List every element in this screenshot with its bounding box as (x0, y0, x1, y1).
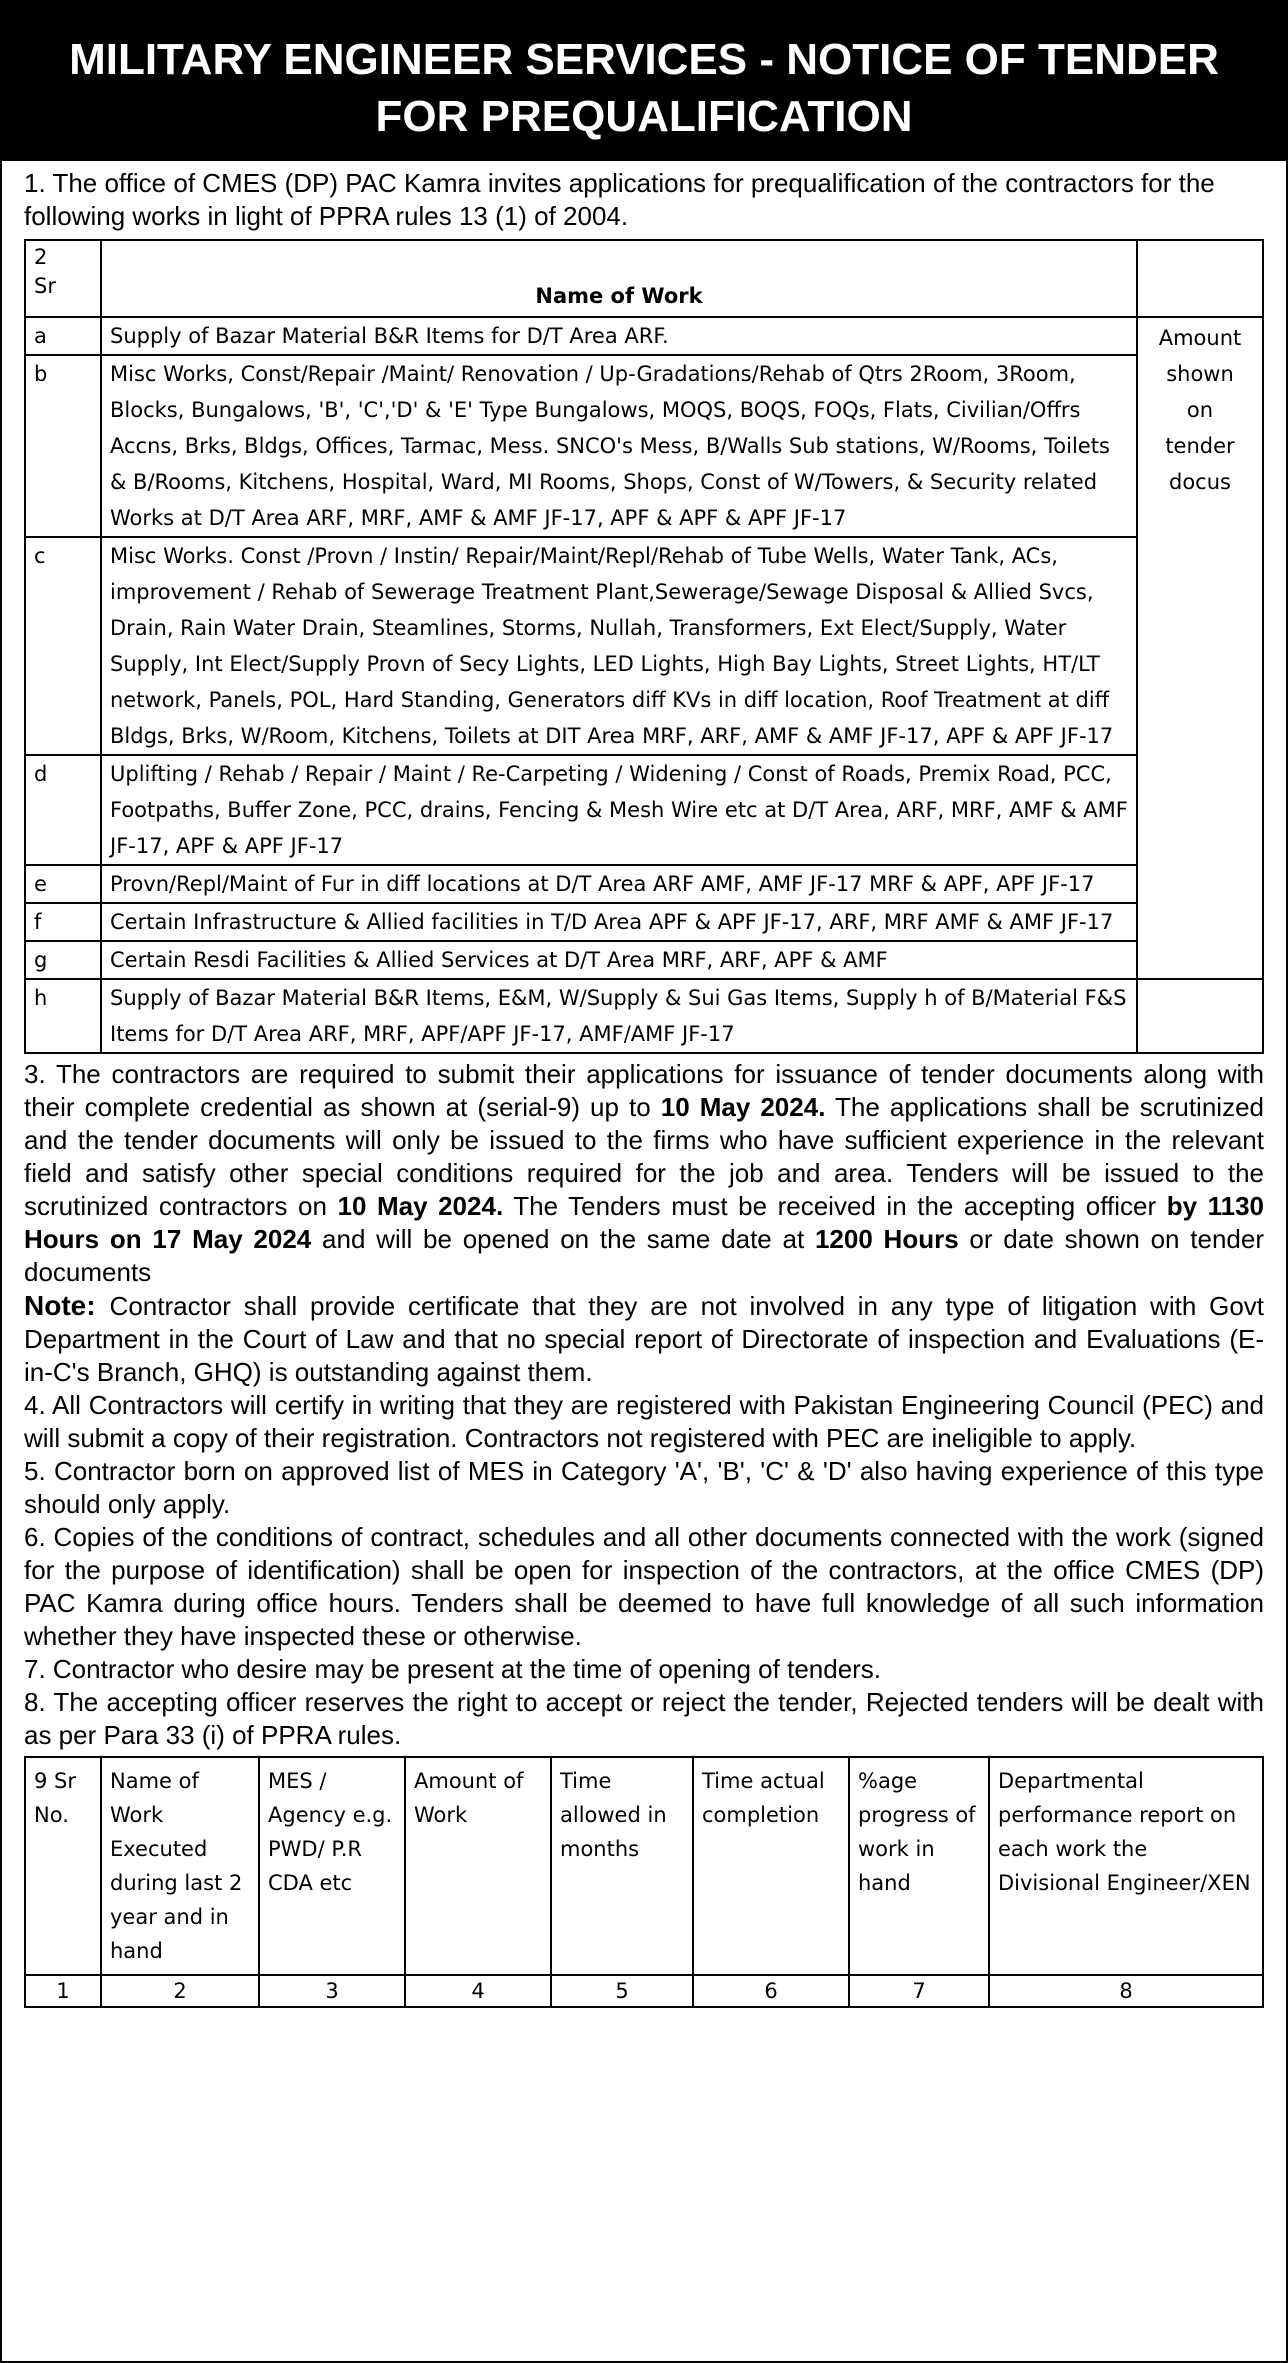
works-table-wrap (24, 239, 1264, 1054)
perf-header-progress: %age progress of work in hand (849, 1757, 989, 1975)
work-name: Provn/Repl/Maint of Fur in diff locations at D/T Area ARF AMF, AMF JF-17 MRF & APF, APF JF-17 (101, 865, 1137, 903)
perf-header-sr: 9 Sr No. (25, 1757, 101, 1975)
perf-col-number: 7 (849, 1975, 989, 2007)
perf-col-number: 6 (693, 1975, 849, 2007)
perf-col-number: 8 (989, 1975, 1263, 2007)
work-sr: f (25, 903, 101, 941)
work-name: Misc Works, Const/Repair /Maint/ Renovation / Up-Gradations/Rehab of Qtrs 2Room, 3Room, Blocks, Bungalows, 'B', 'C','D' & 'E' Type Bungalows, MOQS, BOQS, FOQs, Flats, Civilian/Offrs Accns, Brks, Bldgs, Offices, Tarmac, Mess. SNCO's Mess, B/Walls Sub stations, W/Rooms, Toilets & B/Rooms, Kitchens, Hospital, Ward, MI Rooms, Shops, Const of W/Towers, & Security related Works at D/T Area ARF, MRF, AMF & AMF JF-17, APF & APF & APF JF-17 (101, 355, 1137, 537)
receipt-deadline: by 1130 Hours on 17 May 2024 (24, 1191, 1264, 1254)
paragraph-6: 6. Copies of the conditions of contract, schedules and all other documents connected with the work (signed for the purpose of identification) shall be open for inspection of the contractors, at the office CMES (DP) PAC Kamra during office hours. Tenders shall be deemed to have full knowledge of all such information whether they have inspected these or otherwise. (24, 1522, 1264, 1651)
perf-col-number: 2 (101, 1975, 259, 2007)
note-text: Contractor shall provide certificate that they are not involved in any type of litigation with Govt Department in the Court of Law and that no special report of Directorate of inspection and Evaluations (E-in-C's Branch, GHQ) is outstanding against them. (24, 1291, 1264, 1387)
para3-text-1: 3. The contractors are required to submit their applications for issuance of tender documents along with their complete credential as shown at (serial-9) up to (24, 1059, 1264, 1122)
works-header-name: Name of Work (101, 240, 1137, 317)
table-row (25, 317, 1263, 355)
work-sr: b (25, 355, 101, 537)
paragraph-8: 8. The accepting officer reserves the right to accept or reject the tender, Rejected tenders will be dealt with as per Para 33 (i) of PPRA rules. (24, 1687, 1264, 1750)
works-table (24, 239, 1264, 1054)
perf-header-name-of-work: Name of Work Executed during last 2 year and in hand (101, 1757, 259, 1975)
notice-body (2, 161, 1286, 2008)
header-title-line1: MILITARY ENGINEER SERVICES - NOTICE OF TENDER (69, 35, 1219, 84)
work-sr: d (25, 755, 101, 865)
work-name: Supply of Bazar Material B&R Items for D/T Area ARF. (101, 317, 1137, 355)
work-name: Uplifting / Rehab / Repair / Maint / Re-Carpeting / Widening / Const of Roads, Premix Road, PCC, Footpaths, Buffer Zone, PCC, drains, Fencing & Mesh Wire etc at D/T Area, ARF, MRF, AMF & AMF JF-17, APF & APF JF-17 (101, 755, 1137, 865)
paragraph-7: 7. Contractor who desire may be present at the time of opening of tenders. (24, 1654, 882, 1684)
work-sr: e (25, 865, 101, 903)
intro-paragraph: 1. The office of CMES (DP) PAC Kamra invites applications for prequalification of the contractors for the following works in light of PPRA rules 13 (1) of 2004. (24, 168, 1215, 231)
performance-table-wrap (24, 1756, 1264, 2008)
table-row (25, 355, 1263, 537)
notice-header (2, 2, 1286, 161)
perf-col-number: 5 (551, 1975, 693, 2007)
amount-shown-text: Amount shown on tender docus (1158, 326, 1242, 494)
table-row (25, 865, 1263, 903)
submission-date: 10 May 2024. (660, 1092, 826, 1122)
work-name: Certain Resdi Facilities & Allied Services at D/T Area MRF, ARF, APF & AMF (101, 941, 1137, 979)
table-row (25, 903, 1263, 941)
para3-text-4: and will be opened on the same date at (311, 1224, 815, 1254)
perf-col-number: 3 (259, 1975, 405, 2007)
performance-header-row (25, 1757, 1263, 1975)
works-header-sr-number: 2 (34, 245, 48, 269)
performance-table (24, 1756, 1264, 2008)
table-row (25, 979, 1263, 1053)
para3-text-3: The Tenders must be received in the accepting officer (503, 1191, 1167, 1221)
table-row (25, 537, 1263, 755)
paragraph-3 (24, 1058, 1264, 1289)
work-sr: g (25, 941, 101, 979)
table-row (25, 755, 1263, 865)
works-header-sr (25, 240, 101, 317)
works-empty-cell (1137, 979, 1263, 1053)
para3-text-2: The applications shall be scrutinized and the tender documents will only be issued to the firms who have sufficient experience in the relevant field and satisfy other special conditions required for the job and area. Tenders will be issued to the scrutinized contractors on (24, 1092, 1264, 1221)
work-sr: c (25, 537, 101, 755)
works-header-sr-label: Sr (34, 274, 56, 298)
header-title-line2: FOR PREQUALIFICATION (375, 92, 913, 141)
work-name: Misc Works. Const /Provn / Instin/ Repair/Maint/Repl/Rehab of Tube Wells, Water Tank, ACs, improvement / Rehab of Sewerage Treatment Plant,Sewerage/Sewage Disposal & Allied Svcs, Drain, Rain Water Drain, Steamlines, Storms, Nullah, Transformers, Ext Elect/Supply, Water Supply, Int Elect/Supply Provn of Secy Lights, LED Lights, High Bay Lights, Street Lights, HT/LT network, Panels, POL, Hard Standing, Generators diff KVs in diff location, Roof Treatment at diff Bldgs, Brks, W/Room, Kitchens, Toilets at DIT Area MRF, ARF, AMF & AMF JF-17, APF & APF JF-17 (101, 537, 1137, 755)
para3-text-5: or date shown on tender documents (24, 1224, 1264, 1287)
note-paragraph (24, 1289, 1264, 1389)
issue-date: 10 May 2024. (337, 1191, 504, 1221)
works-table-header-row (25, 240, 1263, 317)
work-name: Certain Infrastructure & Allied facilities in T/D Area APF & APF JF-17, ARF, MRF AMF & AMF JF-17 (101, 903, 1137, 941)
paragraph-4: 4. All Contractors will certify in writing that they are registered with Pakistan Engineering Council (PEC) and will submit a copy of their registration. Contractors not registered with PEC are ineligible to apply. (24, 1390, 1264, 1453)
opening-time: 1200 Hours (814, 1224, 959, 1254)
work-name: Supply of Bazar Material B&R Items, E&M, W/Supply & Sui Gas Items, Supply h of B/Material F&S Items for D/T Area ARF, MRF, APF/APF JF-17, AMF/AMF JF-17 (101, 979, 1137, 1053)
performance-number-row (25, 1975, 1263, 2007)
perf-header-amount: Amount of Work (405, 1757, 551, 1975)
perf-header-performance-report: Departmental performance report on each work the Divisional Engineer/XEN (989, 1757, 1263, 1975)
perf-col-number: 4 (405, 1975, 551, 2007)
perf-header-agency: MES / Agency e.g. PWD/ P.R CDA etc (259, 1757, 405, 1975)
table-row (25, 941, 1263, 979)
work-sr: h (25, 979, 101, 1053)
works-header-amount (1137, 240, 1263, 317)
perf-header-time-allowed: Time allowed in months (551, 1757, 693, 1975)
perf-col-number: 1 (25, 1975, 101, 2007)
paragraph-5: 5. Contractor born on approved list of MES in Category 'A', 'B', 'C' & 'D' also having experience of this type should only apply. (24, 1456, 1264, 1519)
perf-header-time-actual: Time actual completion (693, 1757, 849, 1975)
amount-shown-cell (1137, 317, 1263, 979)
work-sr: a (25, 317, 101, 355)
note-label: Note: (24, 1290, 96, 1321)
